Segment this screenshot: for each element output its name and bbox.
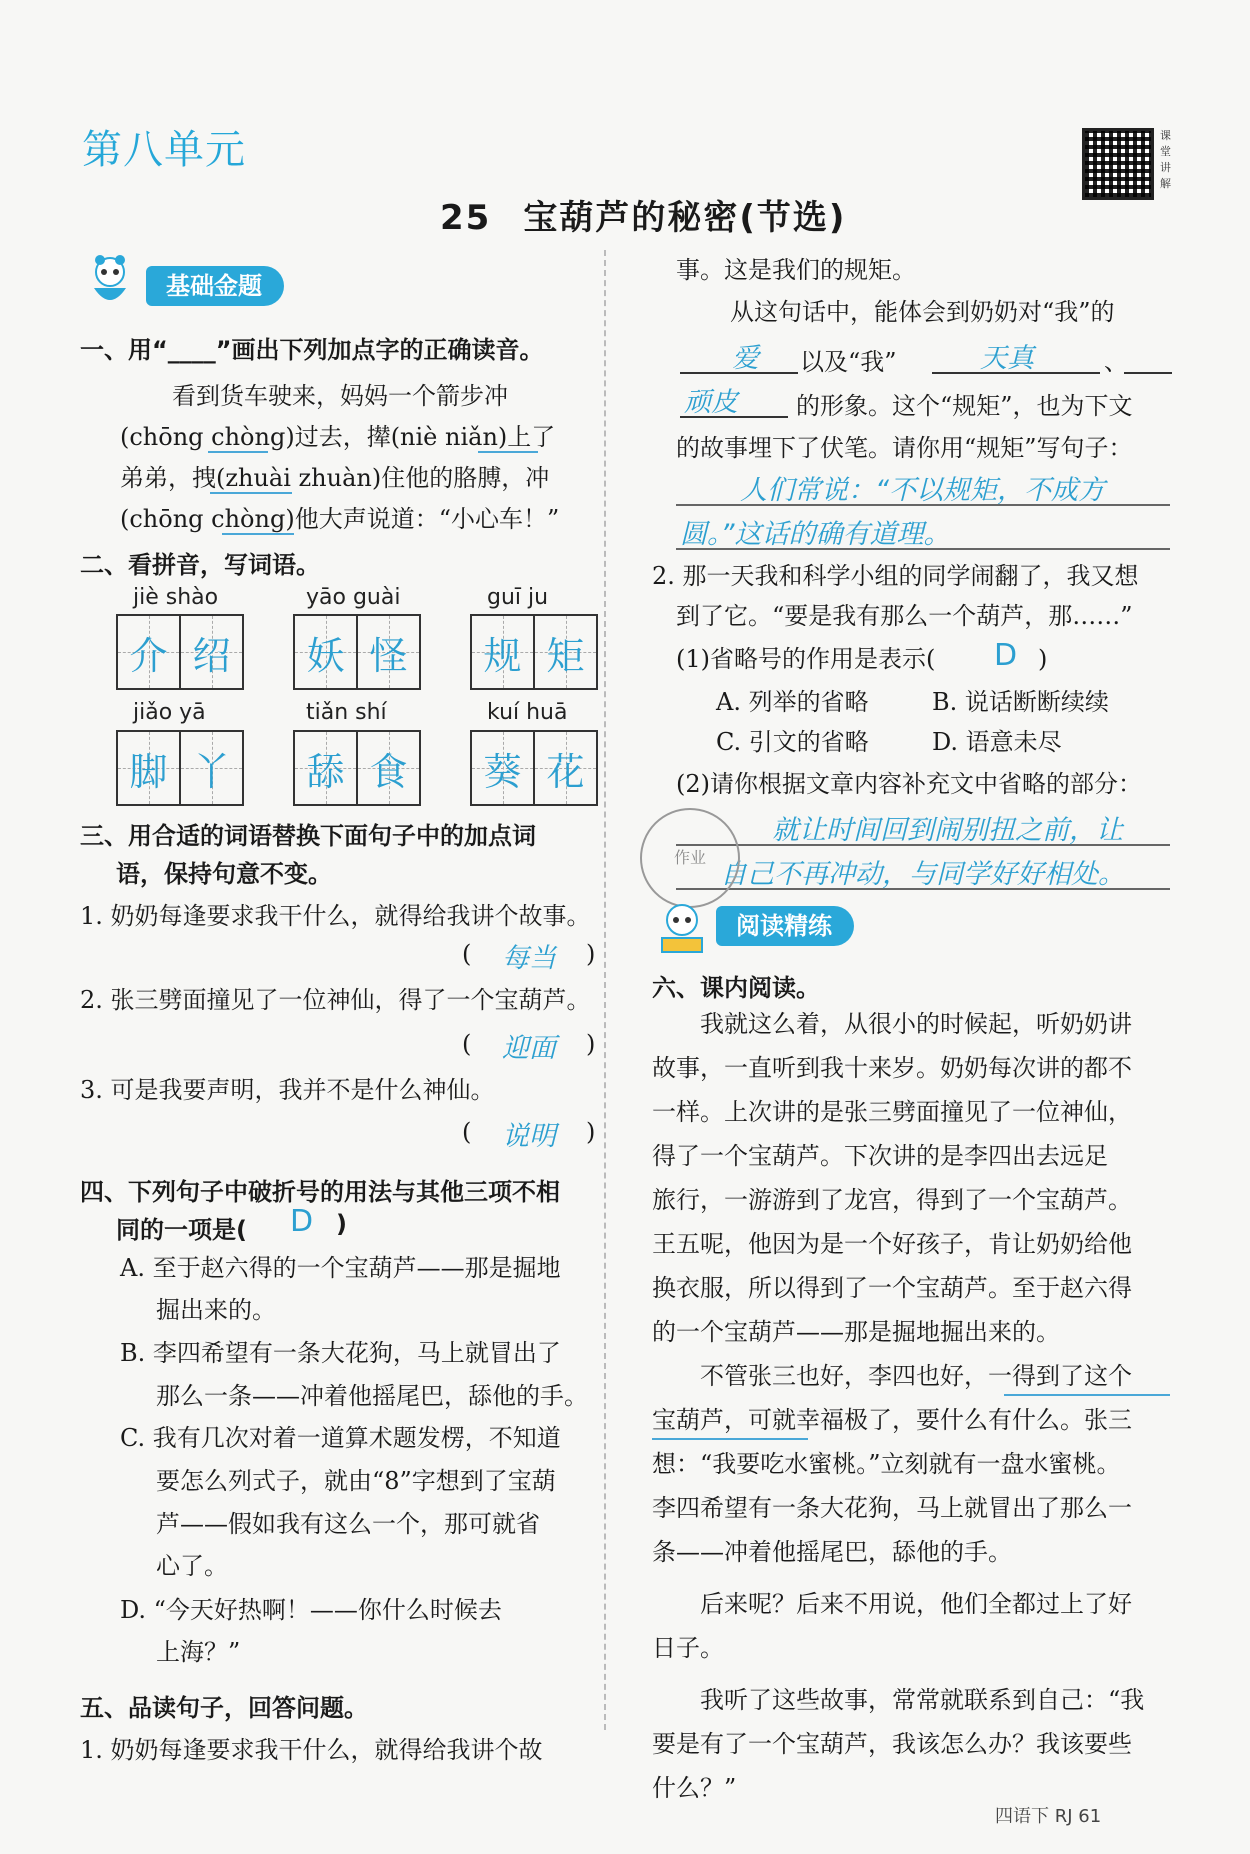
column-divider <box>604 250 606 1730</box>
qr-caption: 课堂讲解 <box>1160 129 1171 190</box>
answer-paren: ( <box>462 1030 472 1058</box>
q5-text-mid-3: 的故事埋下了伏笔。请你用“规矩”写句子： <box>676 434 1133 462</box>
q5-item-1-cont: 事。这是我们的规矩。 <box>676 256 916 284</box>
q6-title: 六、课内阅读。 <box>652 974 820 1002</box>
answer-paren: ( <box>462 940 472 968</box>
handwritten-char: 规 <box>483 633 522 678</box>
pinyin-label: jiǎo yā <box>133 700 206 725</box>
q5-handwritten-3: 就让时间回到闹别扭之前，让 <box>772 815 1123 846</box>
section-tag-basic: 基础金题 <box>146 266 284 306</box>
q5-answer-c: 顽皮 <box>684 387 738 418</box>
q6-line: 条——冲着他摇尾巴，舔他的手。 <box>652 1538 1012 1566</box>
q2-title: 二、看拼音，写词语。 <box>80 551 320 579</box>
writing-grid <box>293 614 421 690</box>
q5-item-1: 1. 奶奶每逢要求我干什么，就得给我讲个故 <box>80 1736 543 1764</box>
section-tag-reading: 阅读精练 <box>716 906 854 946</box>
handwritten-char: 怪 <box>369 633 408 678</box>
q6-line: 我就这么着，从很小的时候起，听奶奶讲 <box>700 1010 1132 1038</box>
q3-item-3: 3. 可是我要声明，我并不是什么神仙。 <box>80 1076 495 1104</box>
stamp-watermark: 作业 <box>640 808 740 908</box>
handwritten-char: 介 <box>129 633 168 678</box>
answer-underline <box>208 451 268 453</box>
q6-line: 故事，一直听到我十来岁。奶奶每次讲的都不 <box>652 1054 1132 1082</box>
q3-answer-2: 迎面 <box>502 1033 556 1064</box>
q6-line: 宝葫芦，可就幸福极了，要什么有什么。张三 <box>652 1406 1132 1434</box>
q4-option-a-cont: 掘出来的。 <box>156 1296 276 1324</box>
q4-option-c-cont-2: 芦——假如我有这么一个，那可就省 <box>156 1510 540 1538</box>
answer-paren: ( <box>462 1118 472 1146</box>
unit-title: 第八单元 <box>82 127 246 173</box>
q5-handwritten-2: 圆。”这话的确有道理。 <box>680 519 951 550</box>
q4-option-b: B. 李四希望有一条大花狗，马上就冒出了 <box>120 1339 561 1367</box>
handwritten-char: 丫 <box>192 749 231 794</box>
handwritten-char: 食 <box>369 749 408 794</box>
q5-option-a: A. 列举的省略 <box>716 688 869 716</box>
q3-answer-3: 说明 <box>502 1121 556 1152</box>
q4-option-b-cont: 那么一条——冲着他摇尾巴，舔他的手。 <box>156 1382 588 1410</box>
q5-handwritten-4: 自己不再冲动，与同学好好相处。 <box>720 859 1125 890</box>
q4-option-a: A. 至于赵六得的一个宝葫芦——那是掘地 <box>120 1254 561 1282</box>
q1-line-1: 看到货车驶来，妈妈一个箭步冲 <box>172 382 508 410</box>
q3-title-2: 语，保持句意不变。 <box>116 860 332 888</box>
handwritten-char: 葵 <box>483 749 522 794</box>
handwritten-char: 舔 <box>306 749 345 794</box>
q4-option-c: C. 我有几次对着一道算术题发楞，不知道 <box>120 1424 561 1452</box>
q1-line-4: (chōng chòng)他大声说道：“小心车！” <box>120 505 560 533</box>
q5-separator: 、 <box>1104 348 1128 376</box>
writing-grid <box>116 614 244 690</box>
panda-mascot-icon <box>80 252 140 310</box>
q5-item-2: 2. 那一天我和科学小组的同学闹翻了，我又想 <box>652 562 1139 590</box>
q3-title-1: 三、用合适的词语替换下面句子中的加点词 <box>80 822 536 850</box>
q3-item-1: 1. 奶奶每逢要求我干什么，就得给我讲个故事。 <box>80 902 591 930</box>
q5-text-mid-2: 的形象。这个“规矩”，也为下文 <box>796 392 1133 420</box>
q4-option-c-cont-3: 心了。 <box>156 1552 228 1580</box>
qr-code[interactable] <box>1082 128 1154 200</box>
q5-option-c: C. 引文的省略 <box>716 728 869 756</box>
page-footer: 四语下 RJ 61 <box>995 1806 1102 1827</box>
q6-line: 想：“我要吃水蜜桃。”立刻就有一盘水蜜桃。 <box>652 1450 1121 1478</box>
q5-sub-1: (1)省略号的作用是表示( <box>676 645 936 673</box>
q6-line: 旅行，一游游到了龙宫，得到了一个宝葫芦。 <box>652 1186 1132 1214</box>
q3-item-2: 2. 张三劈面撞见了一位神仙，得了一个宝葫芦。 <box>80 986 591 1014</box>
q6-line: 后来呢？后来不用说，他们全都过上了好 <box>700 1590 1132 1618</box>
q5-handwritten-1: 人们常说：“不以规矩，不成方 <box>740 475 1105 506</box>
q6-line: 不管张三也好，李四也好，一得到了这个 <box>700 1362 1132 1390</box>
answer-underline <box>210 492 292 494</box>
q4-title-2: 同的一项是( <box>116 1216 247 1244</box>
q6-line: 的一个宝葫芦——那是掘地掘出来的。 <box>652 1318 1060 1346</box>
q1-line-3: 弟弟，拽(zhuài zhuàn)住他的胳膊，冲 <box>120 464 550 492</box>
answer-paren: ) <box>1038 645 1048 673</box>
pinyin-label: yāo guài <box>306 585 401 610</box>
q5-title: 五、品读句子，回答问题。 <box>80 1694 368 1722</box>
student-underline <box>652 1438 808 1440</box>
handwritten-char: 绍 <box>192 633 231 678</box>
pinyin-label: jiè shào <box>133 585 219 610</box>
q6-line: 什么？” <box>652 1774 737 1802</box>
q4-title-1: 四、下列句子中破折号的用法与其他三项不相 <box>80 1178 560 1206</box>
q5-sub-2: (2)请你根据文章内容补充文中省略的部分： <box>676 770 1142 798</box>
q4-option-d: D. “今天好热啊！——你什么时候去 <box>120 1596 502 1624</box>
lesson-name: 宝葫芦的秘密(节选) <box>523 198 847 238</box>
answer-paren: ) <box>586 1118 596 1146</box>
answer-underline <box>222 533 294 535</box>
q6-line: 日子。 <box>652 1634 724 1662</box>
q1-title: 一、用“____”画出下列加点字的正确读音。 <box>80 336 544 364</box>
writing-grid <box>293 730 421 806</box>
q6-line: 换衣服，所以得到了一个宝葫芦。至于赵六得 <box>652 1274 1132 1302</box>
q5-sub-1-answer: D <box>994 638 1018 673</box>
blank-line <box>1124 372 1172 374</box>
q6-line: 要是有了一个宝葫芦，我该怎么办？我该要些 <box>652 1730 1132 1758</box>
answer-paren: ) <box>586 1030 596 1058</box>
q5-item-2-cont: 到了它。“要是我有那么一个葫芦，那……” <box>676 602 1133 630</box>
reading-mascot-icon <box>652 898 712 956</box>
answer-paren: ) <box>336 1210 347 1238</box>
q3-answer-1: 每当 <box>502 943 556 974</box>
handwritten-char: 矩 <box>546 633 585 678</box>
writing-grid <box>116 730 244 806</box>
answer-underline <box>478 451 538 453</box>
q6-line: 李四希望有一条大花狗，马上就冒出了那么一 <box>652 1494 1132 1522</box>
q6-line: 一样。上次讲的是张三劈面撞见了一位神仙， <box>652 1098 1132 1126</box>
q5-option-b: B. 说话断断续续 <box>932 688 1109 716</box>
handwritten-char: 脚 <box>129 749 168 794</box>
q4-option-d-cont: 上海？” <box>156 1638 241 1666</box>
q4-option-c-cont-1: 要怎么列式子，就由“8”字想到了宝葫 <box>156 1467 556 1495</box>
q5-answer-a: 爱 <box>732 343 759 374</box>
writing-grid <box>470 730 598 806</box>
lesson-number: 25 <box>440 198 492 238</box>
handwritten-char: 妖 <box>306 633 345 678</box>
q6-line: 我听了这些故事，常常就联系到自己：“我 <box>700 1686 1145 1714</box>
student-underline <box>1004 1394 1170 1396</box>
pinyin-label: guī ju <box>487 585 549 610</box>
q5-answer-b: 天真 <box>980 343 1034 374</box>
q1-line-2: (chōng chòng)过去，撵(niè niǎn)上了 <box>120 423 556 451</box>
answer-paren: ) <box>586 940 596 968</box>
pinyin-label: tiǎn shí <box>306 700 387 725</box>
q5-question: 从这句话中，能体会到奶奶对“我”的 <box>730 298 1115 326</box>
q4-answer: D <box>290 1204 314 1239</box>
handwritten-char: 花 <box>546 749 585 794</box>
q6-line: 王五呢，他因为是一个好孩子，肯让奶奶给他 <box>652 1230 1132 1258</box>
lesson-title <box>440 190 846 239</box>
q6-line: 得了一个宝葫芦。下次讲的是李四出去远足 <box>652 1142 1108 1170</box>
q5-option-d: D. 语意未尽 <box>932 728 1062 756</box>
writing-grid <box>470 614 598 690</box>
pinyin-label: kuí huā <box>487 700 568 725</box>
q5-text-mid-1: 以及“我” <box>800 348 897 376</box>
